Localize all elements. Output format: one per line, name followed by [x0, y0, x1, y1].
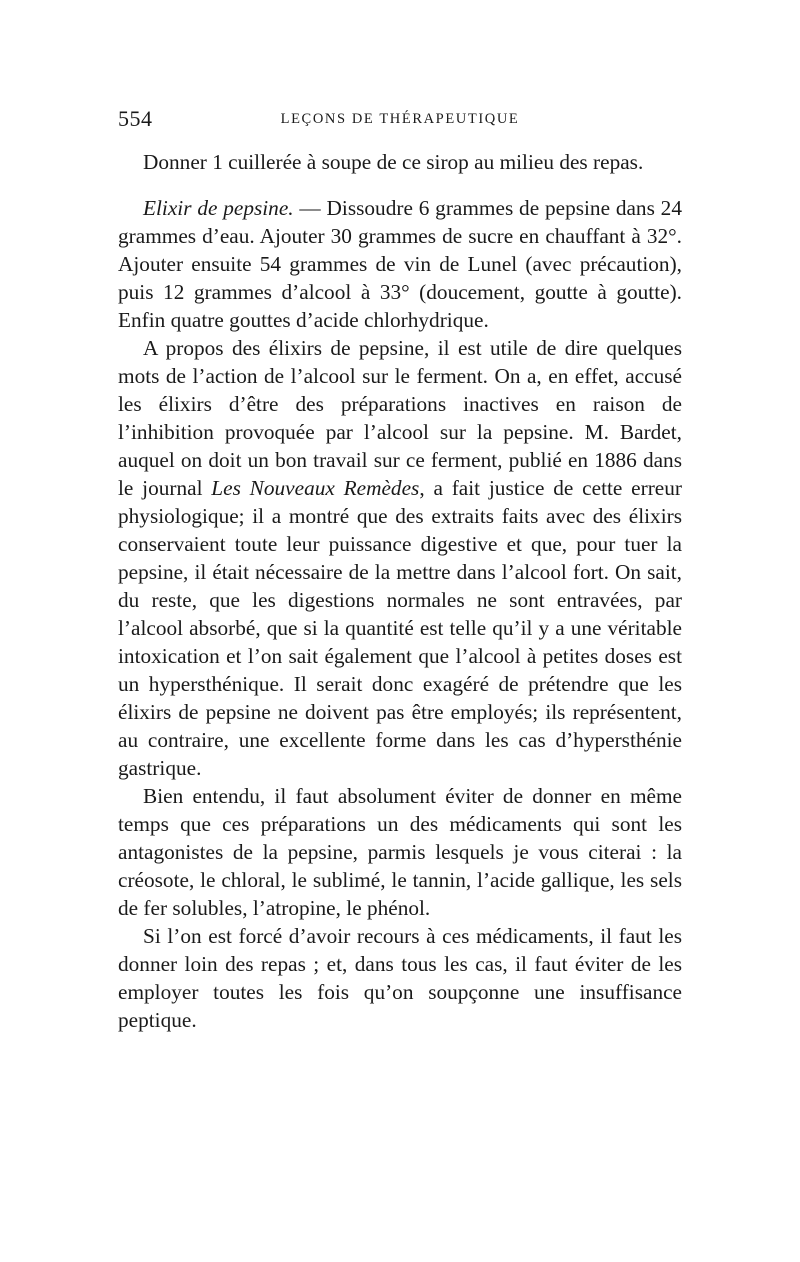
paragraph-dosage: Donner 1 cuillerée à soupe de ce sirop au milieu des repas. — [143, 150, 644, 174]
body-text — [118, 148, 682, 1034]
recipe-title: Elixir de pepsine. — [143, 196, 294, 220]
paragraph-insufficiency: Si l’on est forcé d’avoir recours à ces médicaments, il faut les donner loin des repas ; et, dans tous les cas, il faut éviter de les employer toutes les fois qu’on soupçonne une insuffisance peptique. — [118, 924, 682, 1032]
paragraph-alcohol-action — [118, 334, 682, 782]
alcohol-text-part-2: , a fait justice de cette erreur physiologique; il a montré que des extraits faits avec des élixirs conservaient toute leur puissance digestive et que, pour tuer la pepsine, il était nécessaire de la mettre dans l’alcool fort. On sait, du reste, que les digestions normales ne sont entravées, par l’alcool absorbé, que si la quantité est telle qu’il y a une véritable intoxication et l’on sait également que l’alcool à petites doses est un hypersthénique. Il serait donc exagéré de prétendre que les élixirs de pepsine ne doivent pas être employés; ils représentent, au contraire, une excellente forme dans les cas d’hypersthénie gastrique. — [118, 476, 682, 780]
journal-title: Les Nouveaux Remèdes — [211, 476, 420, 500]
book-page — [118, 106, 682, 1034]
recipe-text: — Dissoudre 6 grammes de pepsine dans 24 grammes d’eau. Ajouter 30 grammes de sucre en chauffant à 32°. Ajouter ensuite 54 grammes de vin de Lunel (avec précaution), puis 12 grammes d’alcool à 33° (doucement, goutte à goutte). Enfin quatre gouttes d’acide chlorhydrique. — [118, 196, 682, 332]
alcohol-text-part-1: A propos des élixirs de pepsine, il est utile de dire quelques mots de l’action de l’alcool sur le ferment. On a, en effet, accusé les élixirs d’être des préparations inactives en raison de l’inhibition provoquée par l’alcool sur la pepsine. M. Bardet, auquel on doit un bon travail sur ce ferment, publié en 1886 dans le journal — [118, 336, 682, 500]
paragraph-elixir-recipe — [118, 194, 682, 334]
paragraph-antagonists: Bien entendu, il faut absolument éviter de donner en même temps que ces préparations un des médicaments qui sont les antagonistes de la pepsine, parmis lesquels je vous citerai : la créosote, le chloral, le sublimé, le tannin, l’acide gallique, les sels de fer solubles, l’atropine, le phénol. — [118, 784, 682, 920]
running-title: LEÇONS DE THÉRAPEUTIQUE — [280, 111, 520, 127]
page-number: 554 — [118, 106, 153, 131]
running-head — [118, 106, 682, 136]
